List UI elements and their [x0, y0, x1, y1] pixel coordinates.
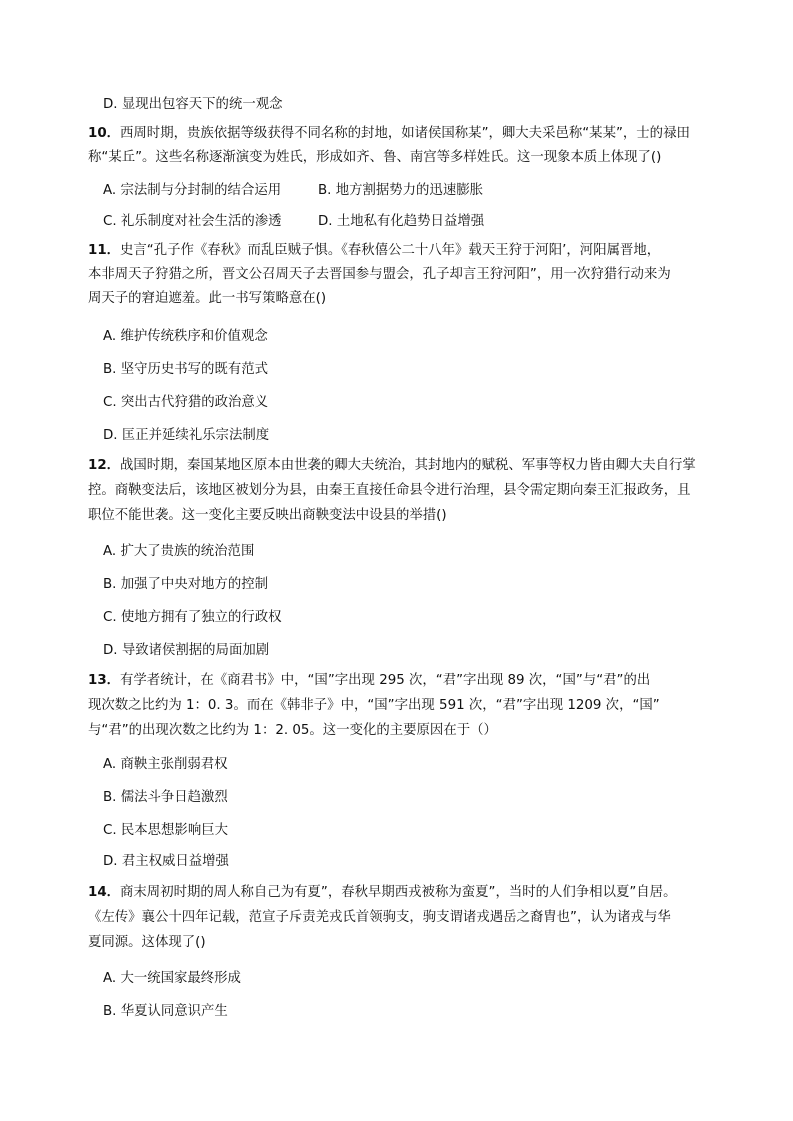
q12-number: 12．	[88, 458, 121, 473]
q14-number: 14．	[88, 885, 121, 900]
q13-option-c: C. 民本思想影响巨大	[103, 823, 228, 838]
q13-option-b: B. 儒法斗争日趋激烈	[103, 790, 228, 805]
q13-line-3: 与“君”的出现次数之比约为 1：2. 05。这一变化的主要原因在于（）	[88, 723, 497, 738]
q11-option-c: C. 突出古代狩猎的政治意义	[103, 395, 269, 410]
q14-option-a: A. 大一统国家最终形成	[103, 971, 241, 986]
q11-line-2: 本非周天子狩猎之所，晋文公召周天子去晋国参与盟会，孔子却言王狩河阳”，用一次狩猎行动来为	[88, 267, 671, 282]
q9-option-d: D. 显现出包容天下的统一观念	[103, 97, 283, 112]
q11-line-1: 11．史言“孔子作《春秋》而乱臣贼子惧。《春秋僖公二十八年》载天王狩于河阳’，河阳属晋地，	[88, 243, 661, 258]
q12-line-3: 职位不能世袭。这一变化主要反映出商鞅变法中设县的举措()	[88, 508, 447, 523]
q13-line-1: 13．有学者统计，在《商君书》中，“国”字出现 295 次，“君”字出现 89 次，“国”与“君”的出	[88, 673, 651, 688]
q13-number: 13．	[88, 673, 121, 688]
q14-option-b: B. 华夏认同意识产生	[103, 1004, 228, 1019]
q13-option-a: A. 商鞅主张削弱君权	[103, 757, 228, 772]
q14-line-2: 《左传》襄公十四年记载，范宣子斥责羌戎氏首领驹支，驹支谓诸戎遇岳之裔胄也”，认为诸戎与华	[88, 910, 671, 925]
q12-option-d: D. 导致诸侯割据的局面加剧	[103, 643, 270, 658]
q13-line-2: 现次数之比约为 1：0. 3。而在《韩非子》中，“国”字出现 591 次，“君”字出现 1209 次，“国”	[88, 698, 660, 713]
q12-line-2: 控。商鞅变法后，该地区被划分为县，由秦王直接任命县令进行治理，县令需定期向秦王汇报政务，且	[88, 483, 691, 498]
q10-option-d: D. 土地私有化趋势日益增强	[318, 214, 485, 229]
q13-option-d: D. 君主权威日益增强	[103, 854, 229, 869]
q10-option-a: A. 宗法制与分封制的结合运用	[103, 183, 282, 198]
q14-line-1: 14．商末周初时期的周人称自己为有夏”，春秋早期西戎被称为蛮夏”，当时的人们争相以夏”自居。	[88, 885, 677, 900]
q10-number: 10．	[88, 126, 121, 141]
q12-option-a: A. 扩大了贵族的统治范围	[103, 544, 255, 559]
q10-option-c: C. 礼乐制度对社会生活的渗透	[103, 214, 282, 229]
q10-line-2: 称“某丘”。这些名称逐渐演变为姓氏，形成如齐、鲁、南宫等多样姓氏。这一现象本质上体现了()	[88, 150, 662, 165]
q11-number: 11．	[88, 243, 121, 258]
q10-line-1: 10．西周时期，贵族依据等级获得不同名称的封地，如诸侯国称某”，卿大夫采邑称“某某”，士的禄田	[88, 126, 690, 141]
q12-option-b: B. 加强了中央对地方的控制	[103, 577, 268, 592]
q12-option-c: C. 使地方拥有了独立的行政权	[103, 610, 282, 625]
q11-option-d: D. 匡正并延续礼乐宗法制度	[103, 428, 270, 443]
q10-option-b: B. 地方割据势力的迅速膨胀	[318, 183, 483, 198]
q11-line-3: 周天子的窘迫遮羞。此一书写策略意在()	[88, 291, 327, 306]
q12-line-1: 12．战国时期，秦国某地区原本由世袭的卿大夫统治，其封地内的赋税、军事等权力皆由卿大夫自行掌	[88, 458, 696, 473]
q11-option-a: A. 维护传统秩序和价值观念	[103, 329, 268, 344]
q11-option-b: B. 坚守历史书写的既有范式	[103, 362, 268, 377]
q14-line-3: 夏同源。这体现了()	[88, 935, 206, 950]
